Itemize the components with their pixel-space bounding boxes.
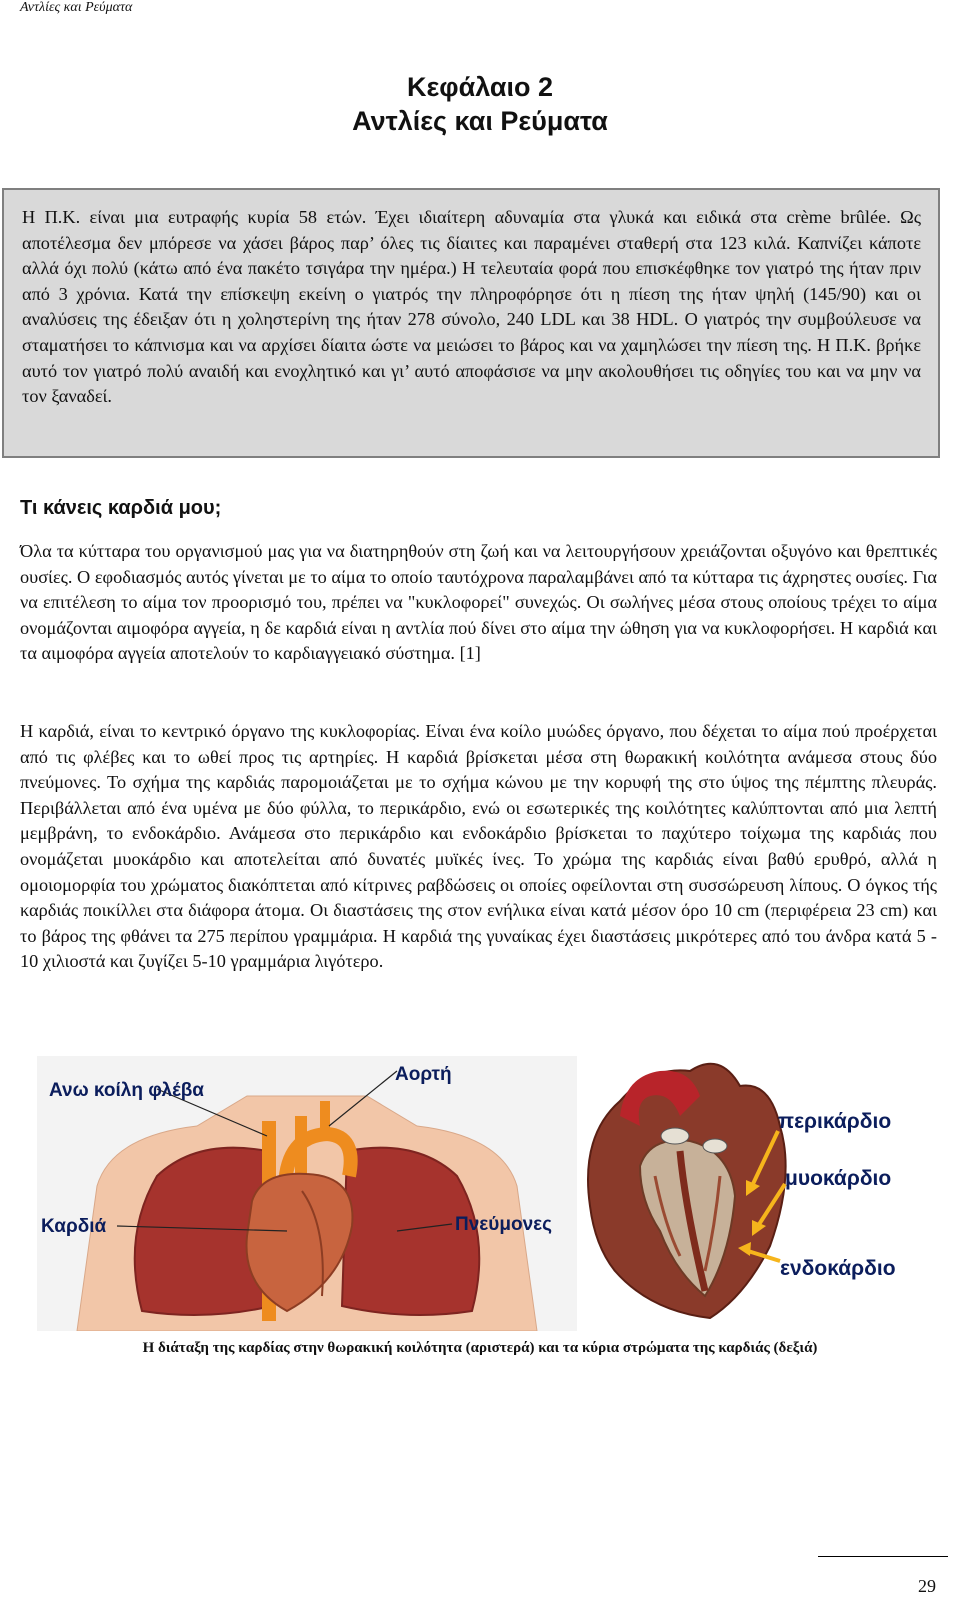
body-paragraph-1: Όλα τα κύτταρα του οργανισμού μας για να διατηρηθούν στη ζωή και να λειτουργήσουν χρειάζονται οξυγόνο και θρεπτικές ουσίες. Ο εφοδιασμός αυτός γίνεται με το αίμα το οποίο ταυτόχρονα παραλαμβάνει από τα κύτταρα τις άχρηστες ουσίες. Για να επιτέλεση το αίμα τον προορισμό του, πρέπει να "κυκλοφορεί" συνεχώς. Οι σωλήνες μέσα στους οποίους τρέχει το αίμα ονομάζονται αιμοφόρα αγγεία, η δε καρδιά είναι η αντλία πού δίνει στο αίμα την ώθηση για να κυκλοφορήσει. Η καρδιά και τα αιμοφόρα αγγεία αποτελούν το καρδιαγγειακό σύστημα. [1] (20, 541, 937, 664)
chapter-title (0, 70, 960, 138)
case-study-text: Η Π.Κ. είναι μια ευτραφής κυρία 58 ετών. Έχει ιδιαίτερη αδυναμία στα γλυκά και ειδικά στα crème brûlée. Ως αποτέλεσμα δεν μπόρεσε να χάσει βάρος παρ’ όλες τις δίαιτες και παραμένει σταθερή στα 123 κιλά. Καπνίζει κάποτε αλλά όχι πολύ (κάτω από ένα πακέτο τσιγάρα την ημέρα.) Η τελευταία φορά που επισκέφθηκε τον γιατρό της ήταν πριν από 3 χρόνια. Κατά την επίσκεψη εκείνη ο γιατρός την πληροφόρησε ότι η πίεση της ήταν ψηλή (145/90) και οι αναλύσεις της έδειξαν ότι η χοληστερίνη της ήταν 278 σύνολο, 240 LDL και 38 HDL. Ο γιατρός την συμβούλευσε να σταματήσει το κάπνισμα και να αρχίσει δίαιτα ώστε να μειώσει το βάρος και να χαμηλώσει την πίεση της. Η Π.Κ. βρήκε αυτό τον γιατρό πολύ αναιδή και ενοχλητικό και γι’ αυτό αποφάσισε να μην ακολουθήσει τις οδηγίες του και να μην να τον ξαναδεί. (22, 207, 921, 407)
chapter-name: Αντλίες και Ρεύματα (352, 106, 608, 136)
label-vena-cava: Ανω κοίλη φλέβα (49, 1080, 204, 1101)
heart-layers-illustration (580, 1056, 940, 1326)
running-header: Αντλίες και Ρεύματα (20, 0, 133, 15)
label-pericardium: περικάρδιο (778, 1110, 892, 1133)
chapter-number: Κεφάλαιο 2 (406, 72, 554, 102)
case-study-box (2, 188, 940, 458)
footer-rule (818, 1556, 948, 1557)
page-number: 29 (918, 1576, 936, 1596)
body-paragraph-2: Η καρδιά, είναι το κεντρικό όργανο της κυκλοφορίας. Είναι ένα κοίλο μυώδες όργανο, που δέχεται το αίμα πού προέρχεται από τις φλέβες και το ωθεί προς τις αρτηρίες. Η καρδιά βρίσκεται μέσα στη θωρακική κοιλότητα ανάμεσα στους δύο πνεύμονες. Το σχήμα της καρδιάς παρομοιάζεται με το σχήμα κώνου με την κορυφή της στο ύψος της πέμπτης πλευράς. Περιβάλλεται από ένα υμένα με δύο φύλλα, το περικάρδιο, ενώ οι εσωτερικές της κοιλότητες καλύπτονται από μια λεπτή μεμβράνη, το ενδοκάρδιο. Ανάμεσα στο περικάρδιο και ενδοκάρδιο βρίσκεται το παχύτερο τοίχωμα της καρδιάς που ονομάζεται μυοκάρδιο και αποτελείται από δυνατές μυϊκές ίνες. Το χρώμα της καρδιάς είναι βαθύ ερυθρό, αλλά η ομοιομορφία του χρώματος διακόπτεται από κίτρινες ραβδώσεις οι οποίες οφείλονται στη συσσώρευση λίπους. Ο όγκος τής καρδιάς ποικίλλει στα διάφορα άτομα. Οι διαστάσεις της στον ενήλικα είναι κατά μέσον όρο 10 cm (περιφέρεια 23 cm) και το βάρος της φθάνει τα 275 περίπου γραμμάρια. Η καρδιά της γυναίκας έχει διαστάσεις μικρότερες από του άνδρα κατά 5 - 10 χιλιοστά και ζυγίζει 5-10 γραμμάρια λιγότερο. (20, 721, 937, 972)
label-myocardium: μυοκάρδιο (785, 1167, 892, 1190)
figure-caption: Η διάταξη της καρδίας στην θωρακική κοιλότητα (αριστερά) και τα κύρια στρώματα της καρδιάς (δεξιά) (142, 1340, 818, 1356)
label-endocardium: ενδοκάρδιο (780, 1257, 896, 1280)
label-heart: Καρδιά (41, 1216, 107, 1237)
label-aorta: Αορτή (395, 1064, 452, 1085)
label-lungs: Πνεύμονες (455, 1214, 553, 1235)
thorax-illustration (37, 1056, 577, 1331)
section-heading: Τι κάνεις καρδιά μου; (20, 497, 222, 519)
